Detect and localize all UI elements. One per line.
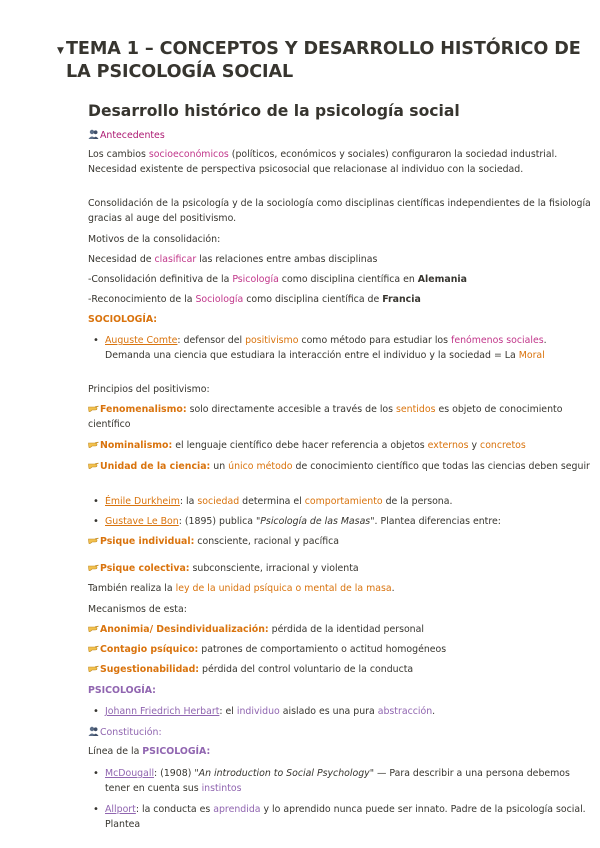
motivos-label: Motivos de la consolidación:	[88, 234, 221, 245]
motivo-3: -Reconocimiento de la Sociología como disciplina científica de Francia	[88, 294, 421, 305]
bullet-icon: •	[93, 768, 99, 779]
people-icon	[88, 129, 99, 139]
paragraph-cambios: Los cambios socioeconómicos (políticos, económicos y sociales) configuraron la sociedad industrial. Necesidad existente de perspectiva psicosocial que relacionase al individuo con la sociedad.	[88, 149, 558, 175]
psicologia-heading: PSICOLOGÍA:	[88, 685, 156, 696]
pointing-hand-icon	[88, 663, 99, 673]
comte-link[interactable]: Auguste Comte	[105, 335, 178, 346]
mecanismo-anonimia: Anonimia/ Desindividualización: pérdida de la identidad personal	[88, 622, 593, 637]
principio-fenomenalismo: Fenomenalismo: solo directamente accesible a través de los sentidos es objeto de conocimiento científico	[88, 404, 563, 430]
pointing-hand-icon	[88, 562, 99, 572]
title-block	[57, 38, 586, 84]
bullet-icon: •	[93, 335, 99, 346]
antecedentes-label: Antecedentes	[88, 128, 593, 143]
bullet-icon: •	[93, 804, 99, 815]
pointing-hand-icon	[88, 403, 99, 413]
list-item-mcdougall: McDougall: (1908) "An introduction to Social Psychology" — Para describir a una persona debemos tener en cuenta sus instintos	[105, 768, 570, 794]
page-title: TEMA 1 – CONCEPTOS Y DESARROLLO HISTÓRICO DE LA PSICOLOGÍA SOCIAL	[66, 39, 581, 82]
list-item-allport: Allport: la conducta es aprendida y lo aprendido nunca puede ser innato. Padre de la psicología social. Plantea	[105, 804, 586, 830]
paragraph-tambien: También realiza la ley de la unidad psíquica o mental de la masa.	[88, 583, 395, 594]
pointing-hand-icon	[88, 623, 99, 633]
list-item-lebon: Gustave Le Bon: (1895) publica "Psicología de las Masas". Plantea diferencias entre:	[105, 516, 501, 527]
motivo-1: Necesidad de clasificar las relaciones entre ambas disciplinas	[88, 254, 378, 265]
bullet-icon: •	[93, 706, 99, 717]
linea-label: Línea de la PSICOLOGÍA:	[88, 746, 211, 757]
list-item-comte: Auguste Comte: defensor del positivismo como método para estudiar los fenómenos sociales. Demanda una ciencia que estudiara la interacción entre el individuo y la sociedad = La Moral	[105, 335, 547, 361]
allport-link[interactable]: Allport	[105, 804, 136, 815]
durkheim-link[interactable]: Émile Durkheim	[105, 496, 180, 507]
section-heading: Desarrollo histórico de la psicología social	[88, 102, 460, 120]
pointing-hand-icon	[88, 460, 99, 470]
pointing-hand-icon	[88, 535, 99, 545]
mcdougall-link[interactable]: McDougall	[105, 768, 155, 779]
paragraph-consolidacion: Consolidación de la psicología y de la sociología como disciplinas científicas independientes de la fisiología gracias al auge del positivismo.	[88, 198, 591, 224]
list-item-durkheim: Émile Durkheim: la sociedad determina el comportamiento de la persona.	[105, 496, 453, 507]
mecanismo-sugestionabilidad: Sugestionabilidad: pérdida del control voluntario de la conducta	[88, 662, 593, 677]
principio-unidad: Unidad de la ciencia: un único método de conocimiento científico que todas las ciencias deben seguir	[88, 459, 593, 474]
principio-nominalismo: Nominalismo: el lenguaje científico debe hacer referencia a objetos externos y concretos	[88, 438, 593, 453]
psique-individual: Psique individual: consciente, racional y pacífica	[88, 534, 593, 549]
list-item-herbart: Johann Friedrich Herbart: el individuo aislado es una pura abstracción.	[105, 706, 436, 717]
toggle-triangle-icon[interactable]: ▼	[57, 46, 64, 56]
bullet-icon: •	[93, 516, 99, 527]
constitucion-label: Constitución:	[88, 725, 593, 740]
bullet-icon: •	[93, 496, 99, 507]
mecanismo-contagio: Contagio psíquico: patrones de comportamiento o actitud homogéneos	[88, 642, 593, 657]
psique-colectiva: Psique colectiva: subconsciente, irracional y violenta	[88, 561, 593, 576]
herbart-link[interactable]: Johann Friedrich Herbart	[105, 706, 220, 717]
lebon-link[interactable]: Gustave Le Bon	[105, 516, 179, 527]
pointing-hand-icon	[88, 643, 99, 653]
motivo-2: -Consolidación definitiva de la Psicología como disciplina científica en Alemania	[88, 274, 467, 285]
sociologia-heading: SOCIOLOGÍA:	[88, 314, 158, 325]
principios-label: Principios del positivismo:	[88, 384, 210, 395]
mecanismos-label: Mecanismos de esta:	[88, 604, 187, 615]
pointing-hand-icon	[88, 439, 99, 449]
people-icon	[88, 726, 99, 736]
